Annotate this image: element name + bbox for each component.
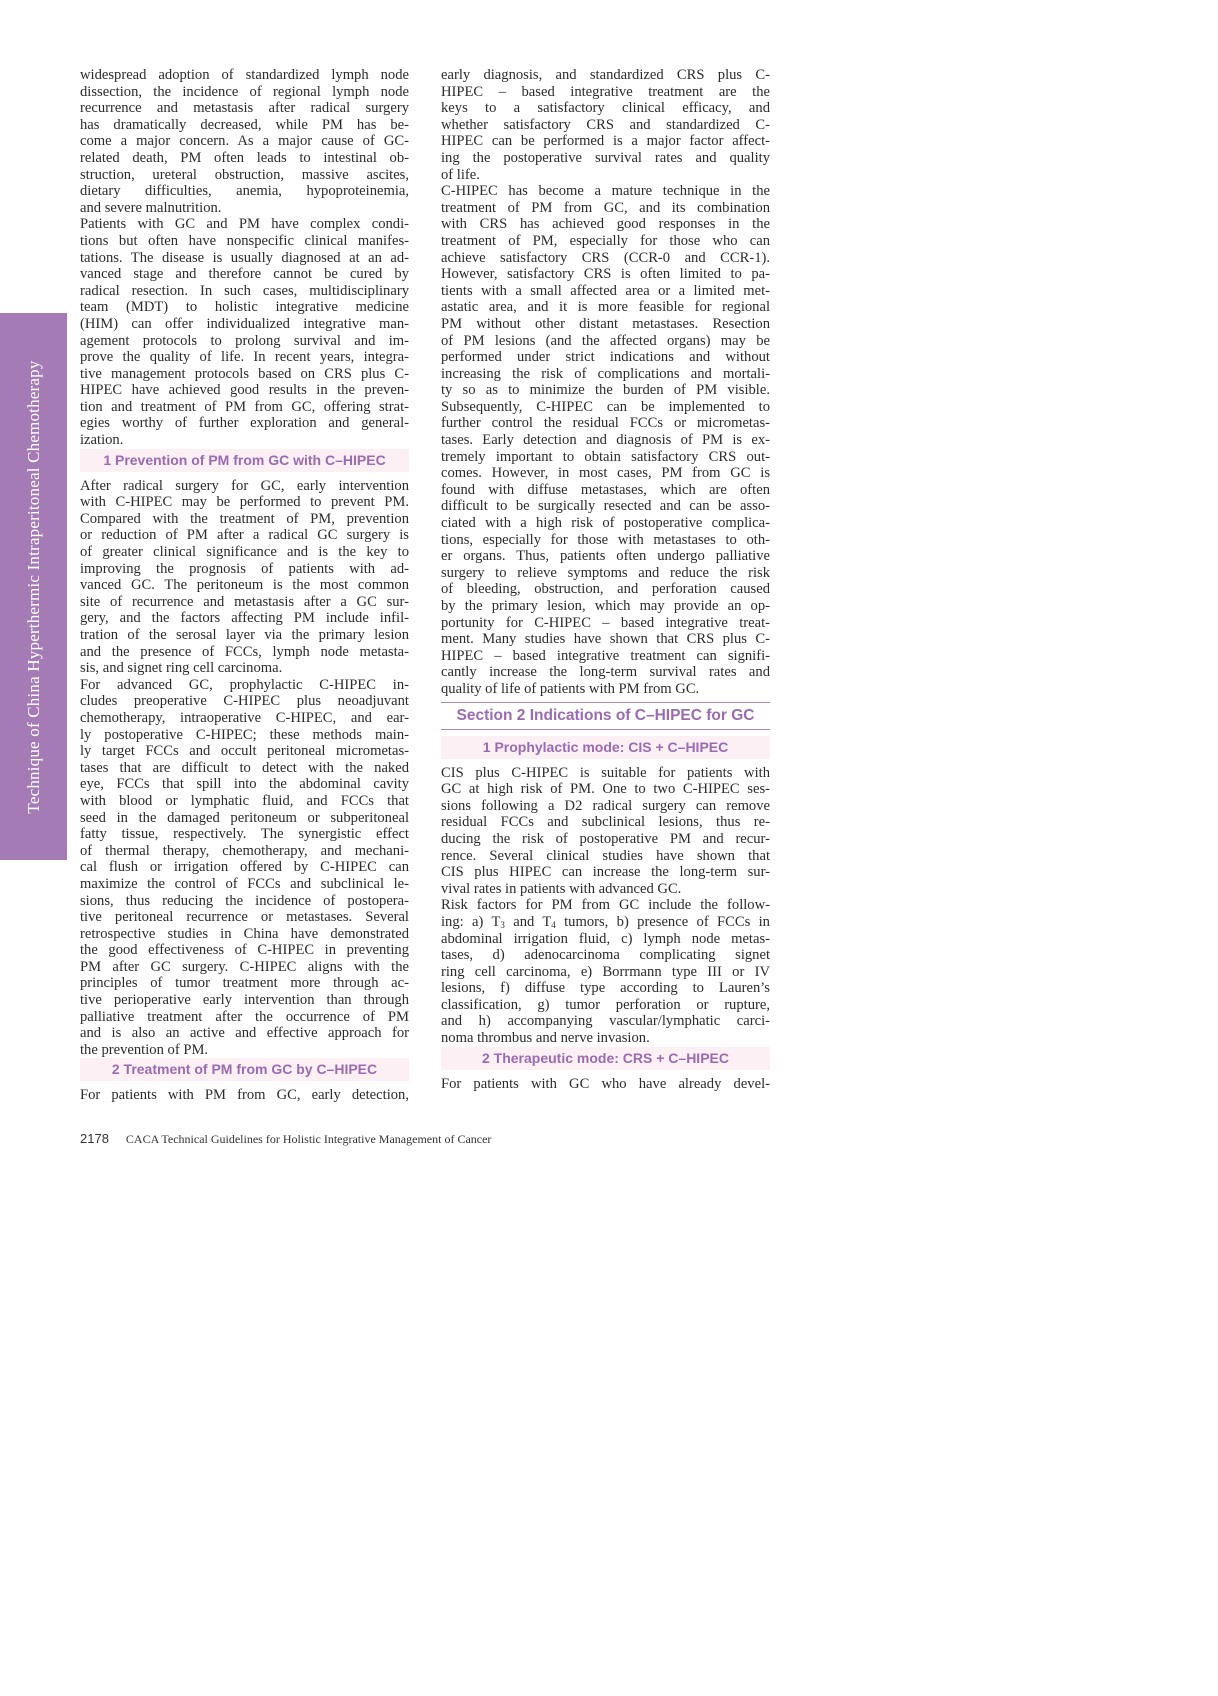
page-footer [80,1131,491,1147]
text-line: ring cell carcinoma, e) Borrmann type III or IV [441,963,770,980]
text-line: lesions, f) diffuse type according to Lauren’s [441,980,770,997]
text-line: treatment of PM from GC, and its combination [441,199,770,216]
text-line: fatty tissue, respectively. The synergistic effect [80,826,409,843]
text-line: tases, d) adenocarcinoma complicating signet [441,947,770,964]
text-line [441,914,770,931]
text-line: and the presence of FCCs, lymph node metasta- [80,643,409,660]
text-line: CIS plus C-HIPEC is suitable for patients with [441,764,770,781]
text-line: surgery to relieve symptoms and reduce the risk [441,564,770,581]
text-line: cal flush or irrigation offered by C-HIPEC can [80,859,409,876]
left-column [80,67,409,1104]
text-line: with CRS has achieved good responses in the [441,216,770,233]
text-line: tases that are difficult to detect with the naked [80,759,409,776]
text-line: of life. [441,166,480,183]
text-line: vanced GC. The peritoneum is the most common [80,577,409,594]
text-line: Compared with the treatment of PM, prevention [80,510,409,527]
text-line: astatic area, and it is more feasible for regional [441,299,770,316]
text-line: ization. [80,432,124,449]
text-segment: and T [504,913,552,930]
paragraph [80,677,409,1059]
text-line: cantly increase the long-term survival rates and [441,664,770,681]
text-line: early diagnosis, and standardized CRS plus C- [441,67,770,83]
text-line: agement protocols to prolong survival and im- [80,332,409,349]
text-line: abdominal irrigation fluid, c) lymph node metas- [441,930,770,947]
sidebar-title: Technique of China Hyperthermic Intraperitoneal Chemotherapy [23,359,43,814]
paragraph [441,765,770,898]
text-line: egies worthy of further exploration and general- [80,415,409,432]
text-line: tration of the serosal layer via the primary lesion [80,627,409,643]
text-line: by the primary lesion, which may provide an op- [441,598,770,614]
text-line: cludes preoperative C-HIPEC plus neoadjuvant [80,693,409,710]
text-line: GC at high risk of PM. One to two C-HIPEC ses- [441,781,770,798]
text-segment: ing: a) T [441,913,501,930]
text-line: tion and treatment of PM from GC, offering strat- [80,398,409,415]
text-line: quality of life of patients with PM from GC. [441,680,700,697]
text-line: vival rates in patients with advanced GC. [441,880,682,897]
text-line: However, satisfactory CRS is often limited to pa- [441,266,770,283]
paragraph [441,67,770,183]
text-line: CIS plus HIPEC can increase the long-term sur- [441,864,770,881]
text-line: of thermal therapy, chemotherapy, and mechani- [80,842,409,859]
subscript: 4 [551,919,556,930]
text-line: principles of tumor treatment more through ac- [80,975,409,992]
paragraph [441,897,770,1046]
text-line: ly postoperative C-HIPEC; these methods main- [80,726,409,743]
text-line: tive management protocols based on CRS plus C- [80,365,409,382]
text-line: For advanced GC, prophylactic C-HIPEC in- [80,676,409,693]
text-line: tions, especially for those with metastases to oth- [441,531,770,548]
text-line: PM without other distant metastases. Resection [441,315,770,332]
text-line: has dramatically decreased, while PM has be- [80,116,409,133]
text-line: with blood or lymphatic fluid, and FCCs that [80,792,409,809]
text-line: come a major concern. As a major cause of GC- [80,133,409,150]
text-line: tases. Early detection and diagnosis of PM is ex- [441,432,770,449]
text-line: ing the postoperative survival rates and quality [441,149,770,166]
text-line: ducing the risk of postoperative PM and recur- [441,830,770,847]
paragraph [441,183,770,697]
text-line: portunity for C-HIPEC – based integrative treat- [441,614,770,631]
text-line: treatment of PM, especially for those who can [441,232,770,249]
text-line: ciated with a high risk of postoperative complica- [441,515,770,532]
text-line: Patients with GC and PM have complex condi- [80,216,409,233]
text-line: the prevention of PM. [80,1041,209,1058]
text-line: and severe malnutrition. [80,199,222,216]
text-line: PM after GC surgery. C-HIPEC aligns with the [80,958,409,975]
text-line: whether satisfactory CRS and standardized C- [441,116,770,133]
text-line: found with diffuse metastases, which are often [441,481,770,498]
text-line: or reduction of PM after a radical GC surgery is [80,527,409,544]
text-line: (HIM) can offer individualized integrative man- [80,315,409,332]
text-line: ment. Many studies have shown that CRS plus C- [441,631,770,648]
text-line: After radical surgery for GC, early intervention [80,477,409,494]
right-column [441,67,770,1092]
text-line: tions but often have nonspecific clinical manifes- [80,232,409,249]
text-line: sis, and signet ring cell carcinoma. [80,660,283,677]
text-line: site of recurrence and metastasis after a GC sur- [80,593,409,610]
text-line: struction, ureteral obstruction, massive ascites, [80,166,409,183]
text-line: vanced stage and therefore cannot be cured by [80,266,409,283]
text-segment: tumors, b) presence of FCCs in [555,913,770,930]
text-line: the good effectiveness of C-HIPEC in preventing [80,942,409,959]
text-line: dietary difficulties, anemia, hypoproteinemia, [80,183,409,200]
text-line: HIPEC can be performed is a major factor affect- [441,133,770,150]
text-line: chemotherapy, intraoperative C-HIPEC, and ear- [80,709,409,726]
text-line: noma thrombus and nerve invasion. [441,1030,650,1047]
text-line: ty so as to minimize the burden of PM visible. [441,382,770,399]
text-line: performed under strict indications and without [441,349,770,366]
text-line: sions following a D2 radical surgery can remove [441,797,770,814]
text-line: ly target FCCs and occult peritoneal micrometas- [80,743,409,760]
text-line: widespread adoption of standardized lymph node [80,67,409,83]
text-line: gery, and the factors affecting PM include infil- [80,610,409,627]
paragraph [80,478,409,677]
text-line: with C-HIPEC may be performed to prevent PM. [80,494,409,511]
text-line: er organs. Thus, patients often undergo palliative [441,548,770,565]
paragraph [441,1076,770,1093]
text-line: eye, FCCs that spill into the abdominal cavity [80,776,409,793]
text-line: improving the prognosis of patients with ad- [80,560,409,577]
text-line: of PM lesions (and the affected organs) may be [441,332,770,349]
page-number: 2178 [80,1131,109,1146]
text-line: tients with a small affected area or a limited met- [441,282,770,299]
section-heading: Section 2 Indications of C–HIPEC for GC [441,702,770,730]
text-line: classification, g) tumor perforation or rupture, [441,996,770,1013]
subsection-heading: 2 Treatment of PM from GC by C–HIPEC [80,1058,409,1081]
text-line: HIPEC – based integrative treatment are the [441,83,770,100]
journal-title: CACA Technical Guidelines for Holistic Integrative Management of Cancer [125,1132,492,1146]
paragraph [80,216,409,448]
text-line: comes. However, in most cases, PM from GC is [441,465,770,482]
text-line: keys to a satisfactory clinical efficacy, and [441,100,770,117]
text-line: further control the residual FCCs or micrometas- [441,415,770,432]
paragraph [80,1087,409,1104]
text-line: dissection, the incidence of regional lymph node [80,83,409,100]
text-line: residual FCCs and subclinical lesions, thus re- [441,814,770,831]
text-line: of greater clinical significance and is the key to [80,544,409,561]
text-line: achieve satisfactory CRS (CCR-0 and CCR-1). [441,249,770,266]
text-line: palliative treatment after the occurrence of PM [80,1008,409,1025]
text-line: rence. Several clinical studies have shown that [441,847,770,864]
text-line: radical resection. In such cases, multidisciplinary [80,282,409,299]
text-line: maximize the control of FCCs and subclinical le- [80,875,409,892]
text-line: of bleeding, obstruction, and perforation caused [441,581,770,598]
text-line: and is also an active and effective approach for [80,1025,409,1042]
text-line: tive peritoneal recurrence or metastases. Several [80,909,409,926]
text-line: team (MDT) to holistic integrative medicine [80,299,409,316]
text-line: and h) accompanying vascular/lymphatic carci- [441,1013,770,1030]
text-line: tive perioperative early intervention than through [80,992,409,1009]
text-line: Subsequently, C-HIPEC can be implemented to [441,398,770,415]
subscript: 3 [500,919,505,930]
text-line: For patients with PM from GC, early detection, [80,1087,409,1104]
text-line: C-HIPEC has become a mature technique in the [441,183,770,200]
text-line: related death, PM often leads to intestinal ob- [80,149,409,166]
subsection-heading: 1 Prophylactic mode: CIS + C–HIPEC [441,736,770,759]
paragraph [80,67,409,216]
text-line: increasing the risk of complications and mortali- [441,365,770,382]
subsection-heading: 2 Therapeutic mode: CRS + C–HIPEC [441,1047,770,1070]
text-line: Risk factors for PM from GC include the follow- [441,897,770,914]
text-line: sions, thus reducing the incidence of postopera- [80,892,409,909]
text-line: tations. The disease is usually diagnosed at an ad- [80,249,409,266]
text-line: seed in the damaged peritoneum or subperitoneal [80,809,409,826]
text-line: HIPEC – based integrative treatment can signifi- [441,647,770,664]
text-line: retrospective studies in China have demonstrated [80,925,409,942]
text-line: HIPEC have achieved good results in the preven- [80,382,409,399]
text-line: For patients with GC who have already devel- [441,1075,770,1092]
sidebar-tab [0,313,67,860]
text-line: tremely important to obtain satisfactory CRS out- [441,448,770,465]
text-line: prove the quality of life. In recent years, integra- [80,349,409,366]
text-line: difficult to be surgically resected and can be asso- [441,498,770,515]
subsection-heading: 1 Prevention of PM from GC with C–HIPEC [80,449,409,472]
text-line: recurrence and metastasis after radical surgery [80,100,409,117]
